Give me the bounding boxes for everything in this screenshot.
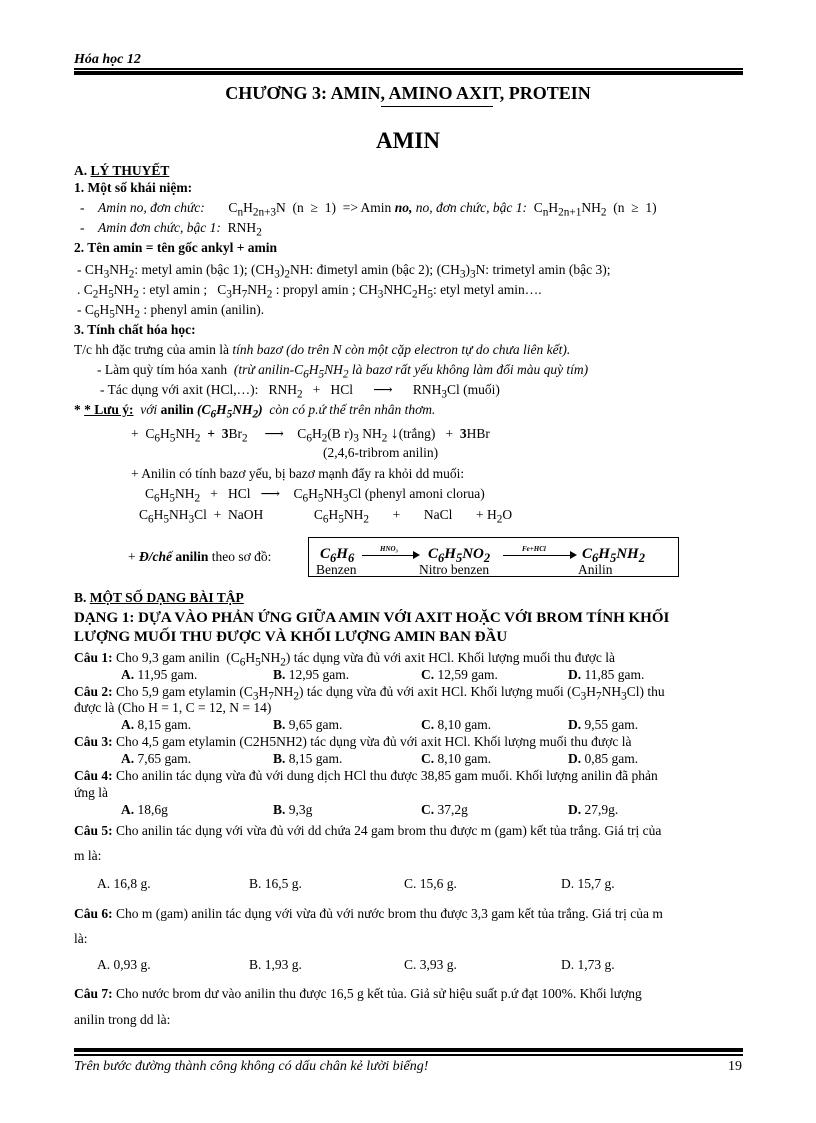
note-line: * * Lưu ý: với anilin $(C_6H_5NH_2)$ còn có p.ứ thế trên nhân thơm. (74, 402, 436, 421)
q1-option-a: A. 11,95 gam. (121, 667, 198, 682)
q4-option-c: C. 37,2g (421, 802, 468, 817)
nitrobenzene-label: Nitro benzen (419, 562, 490, 577)
anilin-base-text: + Anilin có tính bazơ yếu, bị bazơ mạnh đẩy ra khỏi dd muối: (131, 466, 465, 481)
q3-option-a: A. 7,65 gam. (121, 751, 192, 766)
salt-equation: $C_6H_5NH_2$ + HCl ⟶ $C_6H_5NH_3Cl$ (phenyl amoni clorua) (145, 486, 485, 505)
s2-line1: - $CH_3NH_2$: metyl amin (bậc 1); $(CH_3)_2NH$: đimetyl amin (bậc 2); $(CH_3)_3N$: trimetyl amin (bậc 3); (77, 262, 611, 281)
q3-option-b: B. 8,15 gam. (273, 751, 343, 766)
q2-option-b: B. 9,65 gam. (273, 717, 343, 732)
q5-option-b: B. 16,5 g. (249, 876, 302, 891)
question-2-line2: được là (Cho H = 1, C = 12, N = 14) (74, 700, 272, 715)
question-3: Câu 3: Cho 4,5 gam etylamin (C2H5NH2) tác dụng vừa đủ với axit HCl. Khối lượng muối thu được là (74, 734, 632, 749)
dang1-line2: LƯỢNG MUỐI THU ĐƯỢC VÀ KHỐI LƯỢNG AMIN BAN ĐẦU (74, 629, 508, 645)
reduction-reagent: Fe+HCl (522, 545, 546, 553)
s3-line3: - Tác dụng với axit (HCl,…): $RNH_2$ + HCl ⟶ $RNH_3Cl$ (muối) (100, 382, 500, 401)
q1-option-d: D. 11,85 gam. (568, 667, 645, 682)
q6-option-d: D. 1,73 g. (561, 957, 615, 972)
question-5-line2: m là: (74, 848, 102, 863)
naoh-equation: $C_6H_5NH_3Cl$ + NaOH $C_6H_5NH_2$ + NaCl + $H_2O$ (139, 507, 513, 526)
chapter-title: CHƯƠNG 3: AMIN, AMINO AXIT, PROTEIN (225, 83, 591, 103)
section-title: AMIN (376, 128, 440, 153)
q2-option-c: C. 8,10 gam. (421, 717, 492, 732)
q6-option-c: C. 3,93 g. (404, 957, 457, 972)
q2-option-a: A. 8,15 gam. (121, 717, 192, 732)
question-6: Câu 6: Cho m (gam) anilin tác dụng với vừa đủ với nước brom thu được 3,3 gam kết tủa trắng. Giá trị của m (74, 906, 663, 921)
chapter-underline (381, 106, 493, 107)
s2-heading: 2. Tên amin = tên gốc ankyl + amin (74, 240, 278, 255)
q5-option-d: D. 15,7 g. (561, 876, 615, 891)
footer-motto: Trên bước đường thành công không có dấu chân kẻ lười biếng! (74, 1059, 429, 1074)
s2-line3: - $C_6H_5NH_2$ : phenyl amin (anilin). (77, 302, 265, 321)
q6-option-b: B. 1,93 g. (249, 957, 302, 972)
s3-line1: T/c hh đặc trưng của amin là tính bazơ (do trên N còn một cặp electron tự do chưa liên kết). (74, 342, 571, 357)
q5-option-c: C. 15,6 g. (404, 876, 457, 891)
header-rule (74, 68, 743, 70)
page-number: 19 (728, 1059, 742, 1074)
q5-option-a: A. 16,8 g. (97, 876, 151, 891)
bromination-equation: + $C_6H_5NH_2 + 3Br_2$ ⟶ $C_6H_2(B$ $r)_3$ $NH_2$ ↓(trắng) + 3HBr (131, 425, 490, 445)
synthesis-intro: + Đ/chế anilin theo sơ đồ: (128, 549, 272, 564)
q3-option-c: C. 8,10 gam. (421, 751, 492, 766)
part-b-heading: B. MỘT SỐ DẠNG BÀI TẬP (74, 590, 244, 605)
q4-option-b: B. 9,3g (273, 802, 313, 817)
part-a-heading: A. LÝ THUYẾT (74, 163, 170, 178)
aniline-label: Anilin (578, 562, 613, 577)
s1-line1: - Amin no, đơn chức: $C_nH_{2n+3}N$ (n ≥ 1) => Amin no, no, đơn chức, bậc 1: $C_nH_{2n+1}NH_2$ (n ≥ 1) (80, 200, 657, 219)
question-6-line2: là: (74, 931, 88, 946)
benzene-formula: $C_6H_6$ (320, 546, 355, 565)
header-subject: Hóa học 12 (74, 52, 141, 67)
q1-option-b: B. 12,95 gam. (273, 667, 350, 682)
question-7-line2: anilin trong dd là: (74, 1012, 171, 1027)
q4-option-d: D. 27,9g. (568, 802, 619, 817)
s1-line2: - Amin đơn chức, bậc 1: $RNH_2$ (80, 220, 262, 239)
question-4: Câu 4: Cho anilin tác dụng vừa đủ với dung dịch HCl thu được 38,85 gam muối. Khối lượng anilin đã phản (74, 768, 658, 783)
q6-option-a: A. 0,93 g. (97, 957, 151, 972)
question-1: Câu 1: Cho 9,3 gam anilin $(C_6H_5NH_2)$ tác dụng vừa đủ với axit HCl. Khối lượng muối thu được là (74, 650, 615, 669)
question-2: Câu 2: Cho 5,9 gam etylamin $(C_3H_7NH_2)$ tác dụng vừa đủ với axit HCl. Khối lượng muối $(C_3H_7NH_3Cl)$ thu (74, 684, 665, 703)
s3-heading: 3. Tính chất hóa học: (74, 322, 196, 337)
s3-line2: - Làm quỳ tím hóa xanh (trừ anilin-$C_6H_5NH_2$ là bazơ rất yếu không làm đổi màu quỳ tím) (97, 362, 589, 381)
aniline-formula: $C_6H_5NH_2$ (582, 546, 645, 565)
footer-rule-thick (74, 1048, 743, 1052)
q3-option-d: D. 0,85 gam. (568, 751, 639, 766)
nitration-arrow (362, 555, 418, 556)
tribrom-name: (2,4,6-tribrom anilin) (323, 445, 439, 460)
question-5: Câu 5: Cho anilin tác dụng với vừa đủ với dd chứa 24 gam brom thu được m (gam) kết tủa trắng. Giá trị của (74, 823, 662, 838)
reduction-arrow (503, 555, 575, 556)
footer-rule (74, 1054, 743, 1056)
s1-heading: 1. Một số khái niệm: (74, 180, 193, 195)
dang1-line1: DẠNG 1: DỰA VÀO PHẢN ỨNG GIỮA AMIN VỚI AXIT HOẶC VỚI BROM TÍNH KHỐI (74, 610, 670, 626)
nitrobenzene-formula: $C_6H_5NO_2$ (428, 546, 491, 565)
q1-option-c: C. 12,59 gam. (421, 667, 498, 682)
s2-line2: . $C_2H_5NH_2$ : etyl amin ; $C_3H_7NH_2$ : propyl amin ; $CH_3NHC_2H_5$: etyl metyl amin…. (77, 282, 542, 301)
q2-option-d: D. 9,55 gam. (568, 717, 639, 732)
header-rule-thick (74, 71, 743, 75)
question-7: Câu 7: Cho nước brom dư vào anilin thu được 16,5 g kết tủa. Giả sử hiệu suất p.ứ đạt 100%. Khối lượng (74, 986, 642, 1001)
benzene-label: Benzen (316, 562, 357, 577)
question-4-line2: ứng là (74, 785, 108, 800)
q4-option-a: A. 18,6g (121, 802, 168, 817)
nitration-reagent: HNO₃ (380, 545, 398, 553)
